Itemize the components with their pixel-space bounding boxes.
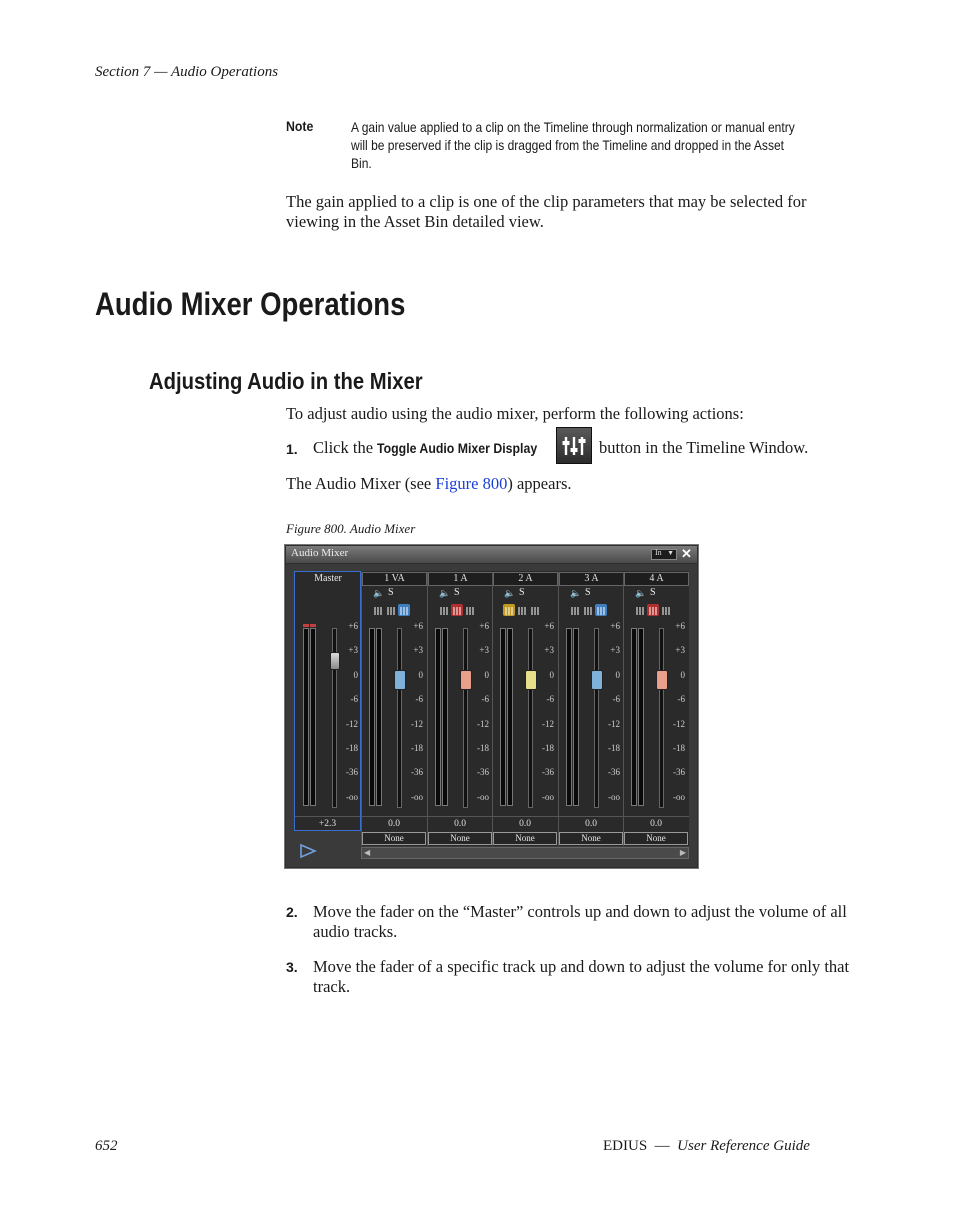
channel-route-select[interactable]: None xyxy=(493,832,557,845)
strip-divider xyxy=(558,572,559,846)
step-3-number: 3. xyxy=(286,959,298,975)
step-1-text xyxy=(313,438,539,458)
channel-meter-right xyxy=(376,628,382,806)
master-scale-label: 0 xyxy=(353,669,358,680)
channel-scale-label: -oo xyxy=(411,791,423,802)
mode-icon[interactable] xyxy=(385,604,397,616)
speaker-icon[interactable]: 🔈 xyxy=(570,588,582,598)
channel-scale-label: +3 xyxy=(479,645,489,656)
mixer-reference xyxy=(286,474,572,494)
channel-scale-label: 0 xyxy=(680,669,685,680)
channel-scale-label: -oo xyxy=(673,791,685,802)
channel-scale-label: -12 xyxy=(673,718,685,729)
channel-scale-label: -oo xyxy=(608,791,620,802)
channel-scale-label: +6 xyxy=(675,621,685,631)
channel-fader-track[interactable] xyxy=(463,628,468,808)
channel-scale-label: +3 xyxy=(610,645,620,656)
channel-scale-label: +6 xyxy=(413,621,423,631)
channel-scale-label: +3 xyxy=(413,645,423,656)
channel-meter-right xyxy=(442,628,448,806)
channel-fader-track[interactable] xyxy=(659,628,664,808)
gain-paragraph: The gain applied to a clip is one of the clip parameters that may be selected for viewing in the Asset Bin detailed view. xyxy=(286,192,807,231)
master-value: +2.3 xyxy=(318,819,337,829)
master-scale-label: -36 xyxy=(346,767,358,778)
master-scale-label: -12 xyxy=(346,718,358,729)
mode-icon[interactable] xyxy=(647,604,659,616)
footer-guide xyxy=(603,1138,810,1155)
intro-paragraph: To adjust audio using the audio mixer, perform the following actions: xyxy=(286,404,744,423)
channel-scale-label: -12 xyxy=(608,718,620,729)
channel-scale-label: -36 xyxy=(608,767,620,778)
master-scale-label: +6 xyxy=(348,621,358,631)
channel-scale-label: -18 xyxy=(673,743,685,753)
solo-button[interactable]: S xyxy=(388,587,394,598)
channel-scale-label: -oo xyxy=(477,791,489,802)
channel-meter-left xyxy=(500,628,506,806)
channel-scale-label: +6 xyxy=(479,621,489,631)
strip-divider xyxy=(623,572,624,846)
channel-scale-label: -36 xyxy=(673,767,685,778)
channel-route-select[interactable]: None xyxy=(559,832,623,845)
channel-scale-label: -oo xyxy=(542,791,554,802)
figure-link[interactable]: Figure 800 xyxy=(435,474,508,493)
running-header: Section 7 — Audio Operations xyxy=(95,64,279,80)
channel-header: 4 A xyxy=(624,572,689,586)
channel-scale-label: -6 xyxy=(677,694,685,705)
channel-header: 3 A xyxy=(559,572,624,586)
channel-route-select[interactable]: None xyxy=(362,832,426,845)
channel-scale-label: -12 xyxy=(411,718,423,729)
channel-scale-label: -18 xyxy=(477,743,489,753)
mode-icon[interactable] xyxy=(438,604,450,616)
step-1-post: button in the Timeline Window. xyxy=(599,438,809,457)
channel-value: 0.0 xyxy=(519,819,531,829)
channel-value-line xyxy=(492,816,558,817)
master-meter-left xyxy=(303,628,309,806)
solo-button[interactable]: S xyxy=(585,587,591,598)
channel-header: 1 A xyxy=(428,572,493,586)
channel-scale-label: -18 xyxy=(608,743,620,753)
channel-meter-left xyxy=(566,628,572,806)
step-2-text: Move the fader on the “Master” controls up and down to adjust the volume of all audio tracks. xyxy=(313,902,847,941)
channel-fader-track[interactable] xyxy=(528,628,533,808)
mixer-ref-pre: The Audio Mixer (see xyxy=(286,474,436,493)
channel-scale-label: -36 xyxy=(477,767,489,778)
master-peak-right xyxy=(310,624,316,627)
figure-caption: Figure 800. Audio Mixer xyxy=(286,521,416,536)
channel-scale-label: 0 xyxy=(484,669,489,680)
channel-meter-right xyxy=(638,628,644,806)
mode-icon[interactable] xyxy=(503,604,515,616)
speaker-icon[interactable]: 🔈 xyxy=(504,588,516,598)
mode-icon[interactable] xyxy=(451,604,463,616)
mode-icon[interactable] xyxy=(660,604,672,616)
channel-scale-label: +3 xyxy=(675,645,685,656)
close-icon[interactable]: ✕ xyxy=(681,546,692,561)
horizontal-scrollbar[interactable] xyxy=(361,847,689,859)
mode-icon[interactable] xyxy=(516,604,528,616)
mode-icon[interactable] xyxy=(582,604,594,616)
channel-scale-label: -6 xyxy=(415,694,423,705)
mode-icon[interactable] xyxy=(634,604,646,616)
channel-scale-label: -6 xyxy=(481,694,489,705)
step-1-pre: Click the xyxy=(313,438,378,457)
mixer-ref-post: ) appears. xyxy=(507,474,572,493)
strip-divider xyxy=(492,572,493,846)
master-scale-label: -6 xyxy=(350,694,358,705)
channel-fader-track[interactable] xyxy=(594,628,599,808)
note-text: A gain value applied to a clip on the Timeline through normalization or manual entry will be preserved if the clip is dragged from the Timeline and dropped in the Asset Bin. xyxy=(351,119,795,171)
scroll-left-icon[interactable]: ◀ xyxy=(364,848,371,857)
solo-button[interactable]: S xyxy=(519,587,525,598)
channel-meter-left xyxy=(435,628,441,806)
channel-header: 1 VA xyxy=(362,572,427,586)
step-1-command: Toggle Audio Mixer Display xyxy=(377,440,538,456)
channel-value-line xyxy=(623,816,689,817)
channel-meter-right xyxy=(507,628,513,806)
channel-scale-label: -6 xyxy=(546,694,554,705)
section-heading: Audio Mixer Operations xyxy=(95,286,406,322)
mixer-title: Audio Mixer xyxy=(291,547,349,559)
master-scale-label: -18 xyxy=(346,743,358,753)
channel-route-select[interactable]: None xyxy=(624,832,688,845)
mode-icon[interactable] xyxy=(595,604,607,616)
master-header: Master xyxy=(314,573,342,584)
channel-scale-label: +3 xyxy=(544,645,554,656)
channel-scale-label: -6 xyxy=(612,694,620,705)
channel-scale-label: 0 xyxy=(549,669,554,680)
speaker-icon[interactable]: 🔈 xyxy=(635,588,647,598)
channel-scale-label: -36 xyxy=(411,767,423,778)
scroll-right-icon[interactable]: ▶ xyxy=(679,848,686,857)
step-1-number: 1. xyxy=(286,441,298,457)
speaker-icon[interactable]: 🔈 xyxy=(439,588,451,598)
mode-icon[interactable] xyxy=(569,604,581,616)
channel-value: 0.0 xyxy=(585,819,597,829)
speaker-icon[interactable]: 🔈 xyxy=(373,588,385,598)
mode-icon[interactable] xyxy=(529,604,541,616)
solo-button[interactable]: S xyxy=(454,587,460,598)
channel-scale-label: 0 xyxy=(418,669,423,680)
channel-scale-label: -36 xyxy=(542,767,554,778)
channel-scale-label: +6 xyxy=(544,621,554,631)
channel-meter-right xyxy=(573,628,579,806)
channel-meter-left xyxy=(631,628,637,806)
toggle-audio-mixer-icon xyxy=(556,427,592,464)
channel-value-line xyxy=(427,816,493,817)
page-number: 652 xyxy=(95,1138,118,1154)
channel-scale-label: -18 xyxy=(542,743,554,753)
channel-value: 0.0 xyxy=(388,819,400,829)
step-3-text: Move the fader of a specific track up and down to adjust the volume for only that track. xyxy=(313,957,850,996)
strip-divider xyxy=(427,572,428,846)
master-peak-left xyxy=(303,624,309,627)
chevron-down-icon: ▼ xyxy=(667,549,674,557)
channel-scale-label: -12 xyxy=(542,718,554,729)
strip-divider xyxy=(361,572,362,846)
mixer-mode-dropdown[interactable] xyxy=(651,549,677,560)
channel-header: 2 A xyxy=(493,572,558,586)
master-scale-label: +3 xyxy=(348,645,358,656)
step-2-number: 2. xyxy=(286,904,298,920)
footer-title: User Reference Guide xyxy=(677,1138,810,1154)
master-value-line xyxy=(295,816,360,817)
master-meter-right xyxy=(310,628,316,806)
channel-scale-label: -12 xyxy=(477,718,489,729)
channel-value-line xyxy=(361,816,427,817)
channel-route-select[interactable]: None xyxy=(428,832,492,845)
mode-icon[interactable] xyxy=(464,604,476,616)
subsection-heading: Adjusting Audio in the Mixer xyxy=(149,368,423,394)
mode-icon[interactable] xyxy=(398,604,410,616)
channel-value: 0.0 xyxy=(650,819,662,829)
footer-product: EDIUS — xyxy=(603,1138,678,1154)
channel-value: 0.0 xyxy=(454,819,466,829)
solo-button[interactable]: S xyxy=(650,587,656,598)
master-scale-label: -oo xyxy=(346,791,358,802)
channel-fader-track[interactable] xyxy=(397,628,402,808)
mixer-mode-value: In xyxy=(655,548,662,557)
channel-scale-label: 0 xyxy=(615,669,620,680)
channel-value-line xyxy=(558,816,624,817)
channel-scale-label: -18 xyxy=(411,743,423,753)
channel-meter-left xyxy=(369,628,375,806)
note-label: Note xyxy=(286,118,314,134)
play-icon[interactable] xyxy=(299,843,317,864)
mode-icon[interactable] xyxy=(372,604,384,616)
channel-scale-label: +6 xyxy=(610,621,620,631)
